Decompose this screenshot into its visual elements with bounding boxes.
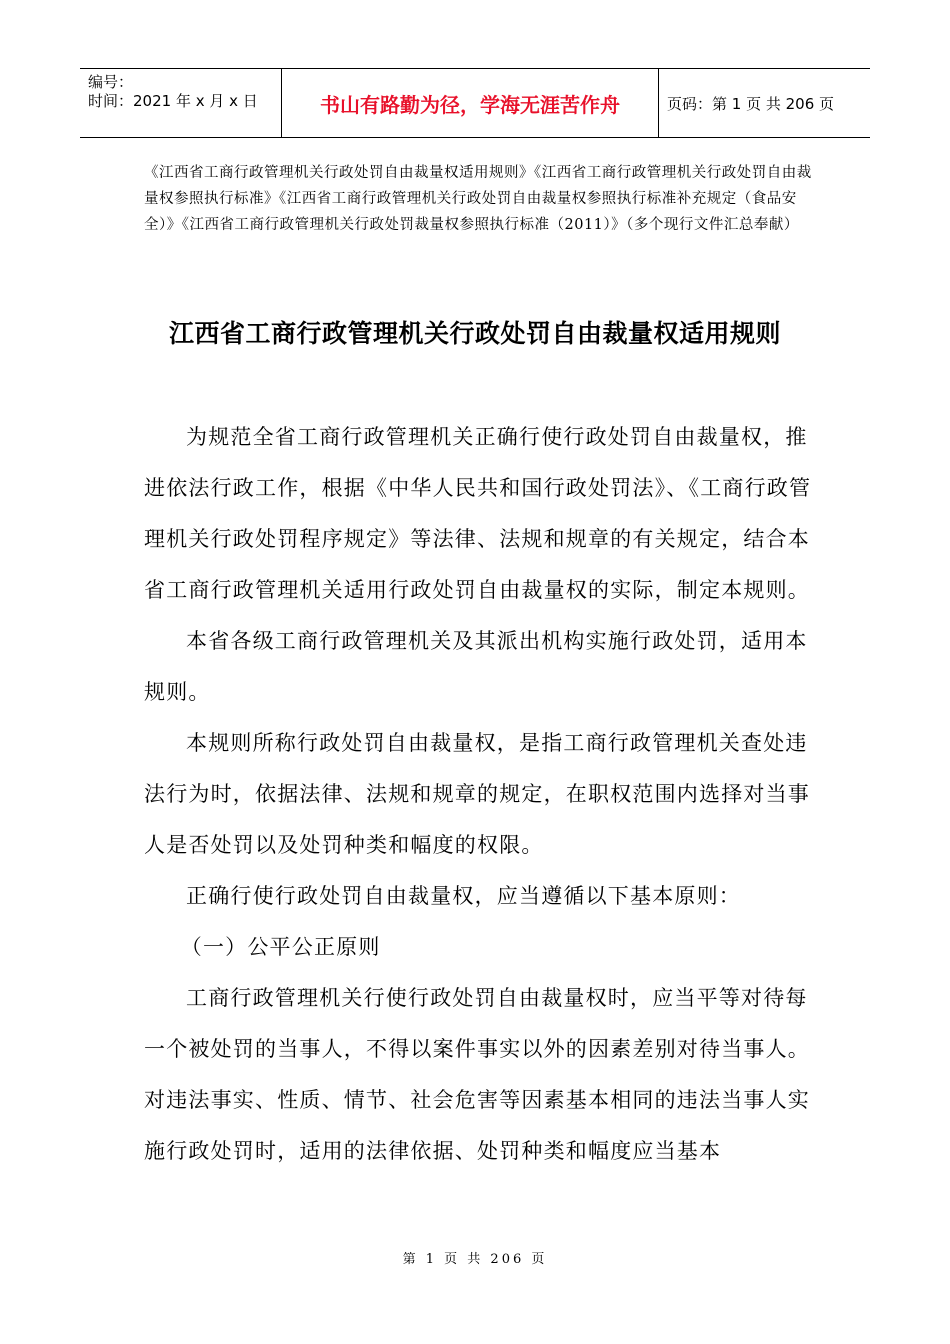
document-title: 江西省工商行政管理机关行政处罚自由裁量权适用规则 [168, 319, 781, 348]
paragraph: 正确行使行政处罚自由裁量权，应当遵循以下基本原则： [186, 884, 741, 908]
header-page-info: 页码：第 1 页 共 206 页 [667, 94, 835, 113]
paragraph: 本规则所称行政处罚自由裁量权，是指工商行政管理机关查处违法行为时，依据法律、法规和规章的规定，在职权范围内选择对当事人是否处罚以及处罚种类和幅度的权限。 [144, 731, 810, 857]
time-label: 时间：2021 年 x 月 x 日 [88, 92, 258, 110]
number-label: 编号： [88, 73, 134, 91]
paragraph: 本省各级工商行政管理机关及其派出机构实施行政处罚，适用本规则。 [144, 629, 808, 704]
section-heading: （一）公平公正原则 [180, 935, 381, 959]
paragraph: 为规范全省工商行政管理机关正确行使行政处罚自由裁量权，推进依法行政工作，根据《中华人民共和国行政处罚法》、《工商行政管理机关行政处罚程序规定》等法律、法规和规章的有关规定，结合本省工商行政管理机关适用行政处罚自由裁量权的实际，制定本规则。 [144, 425, 812, 602]
document-header [80, 68, 870, 138]
preface-text: 《江西省工商行政管理机关行政处罚自由裁量权适用规则》《江西省工商行政管理机关行政处罚自由裁量权参照执行标准》《江西省工商行政管理机关行政处罚自由裁量权参照执行标准补充规定（食品安全）》《江西省工商行政管理机关行政处罚裁量权参照执行标准（2011）》（多个现行文件汇总奉献） [144, 165, 812, 233]
header-meta-cell [80, 69, 282, 137]
document-body [144, 412, 824, 1177]
paragraph: 工商行政管理机关行使行政处罚自由裁量权时，应当平等对待每一个被处罚的当事人，不得以案件事实以外的因素差别对待当事人。对违法事实、性质、情节、社会危害等因素基本相同的违法当事人实施行政处罚时，适用的法律依据、处罚种类和幅度应当基本 [144, 986, 810, 1163]
page-footer: 第 1 页 共 206 页 [402, 1252, 548, 1267]
header-motto: 书山有路勤为径，学海无涯苦作舟 [282, 69, 659, 137]
